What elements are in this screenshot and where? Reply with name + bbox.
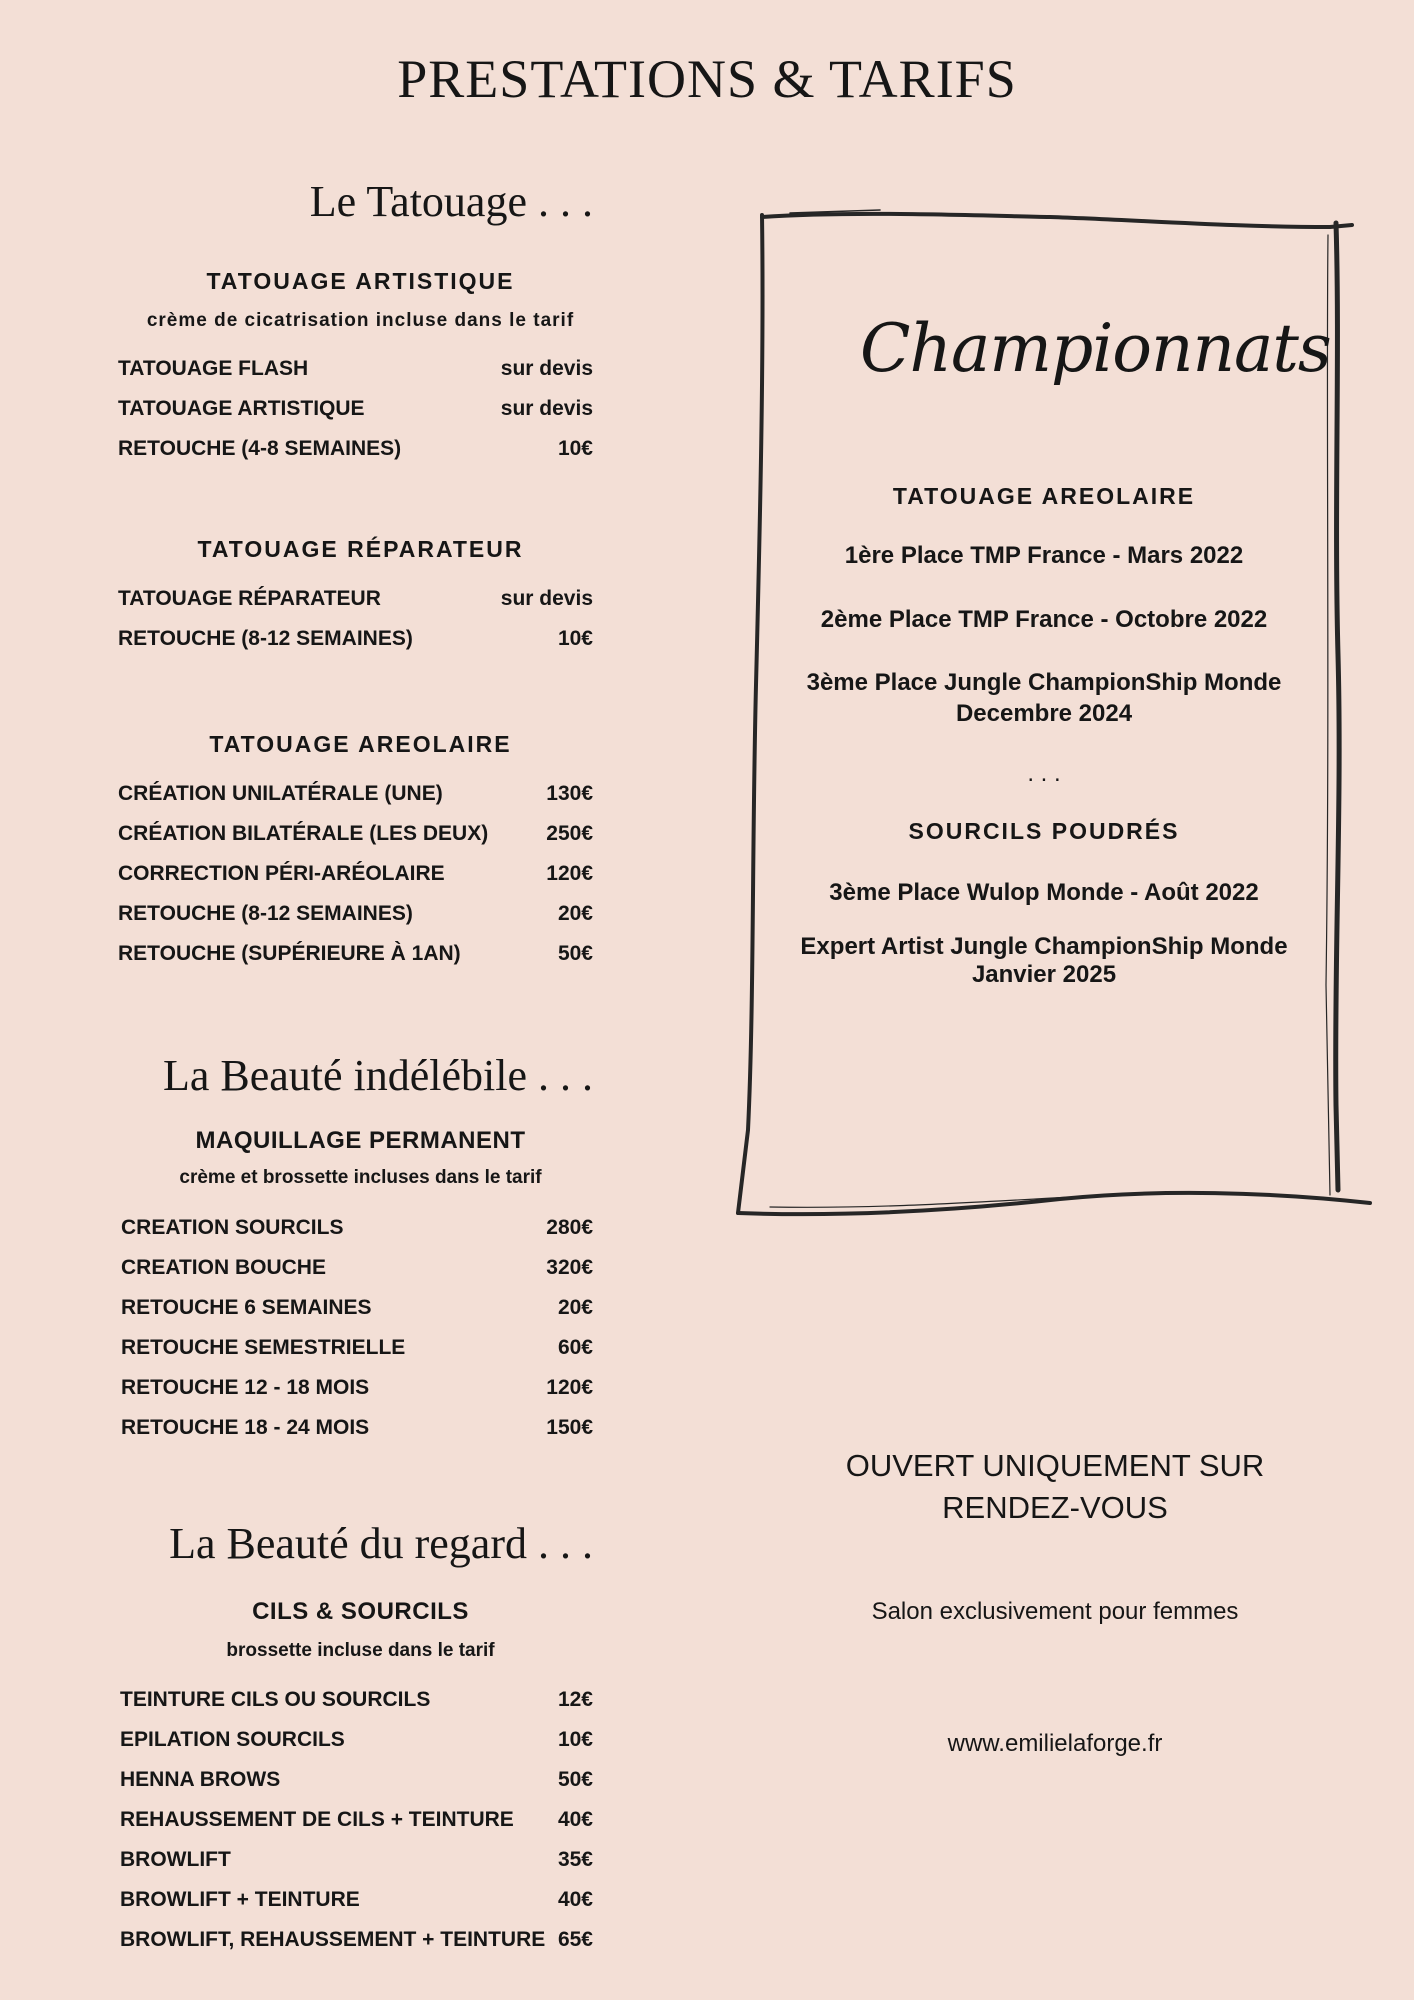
- areolar-tattoo-heading: TATOUAGE AREOLAIRE: [209, 731, 512, 757]
- price-value: 320€: [546, 1256, 593, 1279]
- price-value: 65€: [557, 1928, 593, 1951]
- result-line: Janvier 2025: [971, 961, 1117, 988]
- permanent-makeup-heading: MAQUILLAGE PERMANENT: [195, 1127, 526, 1154]
- price-row: [118, 587, 593, 627]
- price-value: 50€: [557, 1768, 593, 1791]
- championships-title: Championnats: [860, 310, 1331, 387]
- price-label: TEINTURE CILS OU SOURCILS: [120, 1688, 431, 1711]
- price-label: TATOUAGE FLASH: [118, 357, 309, 380]
- result-line: 2ème Place TMP France - Octobre 2022: [820, 606, 1268, 633]
- result-line: 3ème Place Jungle ChampionShip Monde: [806, 669, 1282, 696]
- price-label: CORRECTION PÉRI-ARÉOLAIRE: [118, 862, 445, 885]
- price-value: 120€: [546, 1376, 593, 1399]
- price-row: [120, 1808, 593, 1848]
- price-label: RETOUCHE SEMESTRIELLE: [121, 1336, 406, 1359]
- price-label: BROWLIFT + TEINTURE: [120, 1888, 360, 1911]
- price-value: 10€: [557, 1728, 593, 1751]
- price-row: [118, 782, 593, 822]
- artistic-tattoo-price-list: [118, 357, 593, 477]
- price-row: [120, 1768, 593, 1808]
- lashes-brows-note: brossette incluse dans le tarif: [226, 1640, 495, 1661]
- price-value: 40€: [557, 1888, 593, 1911]
- tattoo-section-title: Le Tatouage . . .: [309, 177, 593, 226]
- price-row: [121, 1216, 593, 1256]
- price-value: 40€: [557, 1808, 593, 1831]
- championship-result: [750, 877, 1338, 908]
- price-row: [121, 1416, 593, 1456]
- price-row: [118, 942, 593, 982]
- price-label: RETOUCHE (4-8 SEMAINES): [118, 437, 402, 460]
- appointment-line: OUVERT UNIQUEMENT SUR: [845, 1448, 1265, 1483]
- price-label: CREATION SOURCILS: [121, 1216, 344, 1239]
- price-label: RETOUCHE (8-12 SEMAINES): [118, 902, 413, 925]
- price-label: TATOUAGE ARTISTIQUE: [118, 397, 365, 420]
- price-row: [118, 357, 593, 397]
- price-row: [120, 1688, 593, 1728]
- price-value: 10€: [557, 437, 593, 460]
- artistic-tattoo-note: crème de cicatrisation incluse dans le tarif: [146, 310, 575, 331]
- permanent-makeup-note: crème et brossette incluses dans le tarif: [179, 1167, 542, 1188]
- price-label: RETOUCHE 12 - 18 MOIS: [121, 1376, 370, 1399]
- price-row: [118, 397, 593, 437]
- price-value: 280€: [546, 1216, 593, 1239]
- price-row: [121, 1336, 593, 1376]
- price-value: 12€: [557, 1688, 593, 1711]
- championship-separator: . . .: [1027, 760, 1061, 787]
- price-label: BROWLIFT, REHAUSSEMENT + TEINTURE: [120, 1928, 546, 1951]
- price-row: [121, 1256, 593, 1296]
- permanent-makeup-price-list: [121, 1216, 593, 1456]
- championship-result: [750, 933, 1338, 989]
- lashes-brows-heading: CILS & SOURCILS: [252, 1598, 469, 1625]
- price-value: 20€: [557, 1296, 593, 1319]
- lashes-section-title: La Beauté du regard . . .: [169, 1519, 593, 1568]
- result-line: Decembre 2024: [955, 700, 1133, 727]
- appointment-note: [840, 1445, 1270, 1529]
- appointment-line: RENDEZ-VOUS: [942, 1490, 1168, 1525]
- repair-tattoo-price-list: [118, 587, 593, 667]
- result-line: 3ème Place Wulop Monde - Août 2022: [829, 879, 1259, 906]
- result-line: Expert Artist Jungle ChampionShip Monde: [800, 933, 1288, 960]
- price-row: [121, 1376, 593, 1416]
- price-label: EPILATION SOURCILS: [120, 1728, 345, 1751]
- price-label: BROWLIFT: [120, 1848, 231, 1871]
- price-row: [118, 437, 593, 477]
- price-row: [118, 862, 593, 902]
- price-label: REHAUSSEMENT DE CILS + TEINTURE: [120, 1808, 514, 1831]
- result-line: 1ère Place TMP France - Mars 2022: [844, 542, 1244, 569]
- price-label: RETOUCHE 18 - 24 MOIS: [121, 1416, 370, 1439]
- page-title: PRESTATIONS & TARIFS: [397, 49, 1017, 109]
- price-label: RETOUCHE 6 SEMAINES: [121, 1296, 372, 1319]
- price-value: 35€: [557, 1848, 593, 1871]
- price-row: [121, 1296, 593, 1336]
- price-row: [120, 1728, 593, 1768]
- price-row: [120, 1848, 593, 1888]
- championship-result: [750, 604, 1338, 635]
- permanent-section-title: La Beauté indélébile . . .: [162, 1051, 593, 1100]
- price-value: 20€: [557, 902, 593, 925]
- repair-tattoo-heading: TATOUAGE RÉPARATEUR: [197, 536, 524, 562]
- price-row: [120, 1888, 593, 1928]
- brows-championship-heading: SOURCILS POUDRÉS: [908, 818, 1180, 844]
- areolar-championship-heading: TATOUAGE AREOLAIRE: [892, 483, 1196, 509]
- lashes-brows-price-list: [120, 1688, 593, 1968]
- price-label: CRÉATION UNILATÉRALE (UNE): [118, 782, 443, 805]
- artistic-tattoo-heading: TATOUAGE ARTISTIQUE: [206, 268, 515, 294]
- price-value: sur devis: [500, 397, 593, 420]
- price-value: sur devis: [500, 587, 593, 610]
- price-label: RETOUCHE (8-12 SEMAINES): [118, 627, 413, 650]
- price-label: RETOUCHE (SUPÉRIEURE À 1AN): [118, 942, 461, 965]
- championship-result: [750, 667, 1338, 729]
- price-value: 120€: [546, 862, 593, 885]
- women-only-note: Salon exclusivement pour femmes: [871, 1598, 1239, 1625]
- price-label: TATOUAGE RÉPARATEUR: [118, 587, 381, 610]
- areolar-tattoo-price-list: [118, 782, 593, 982]
- website-link[interactable]: www.emilielaforge.fr: [947, 1730, 1163, 1757]
- price-value: sur devis: [500, 357, 593, 380]
- price-value: 130€: [546, 782, 593, 805]
- price-label: CREATION BOUCHE: [121, 1256, 326, 1279]
- price-value: 50€: [557, 942, 593, 965]
- price-value: 250€: [546, 822, 593, 845]
- price-value: 60€: [557, 1336, 593, 1359]
- price-value: 150€: [546, 1416, 593, 1439]
- price-row: [118, 902, 593, 942]
- price-row: [118, 627, 593, 667]
- championship-result: [750, 540, 1338, 571]
- price-row: [120, 1928, 593, 1968]
- price-row: [118, 822, 593, 862]
- price-value: 10€: [557, 627, 593, 650]
- price-label: HENNA BROWS: [120, 1768, 281, 1791]
- price-label: CRÉATION BILATÉRALE (LES DEUX): [118, 822, 489, 845]
